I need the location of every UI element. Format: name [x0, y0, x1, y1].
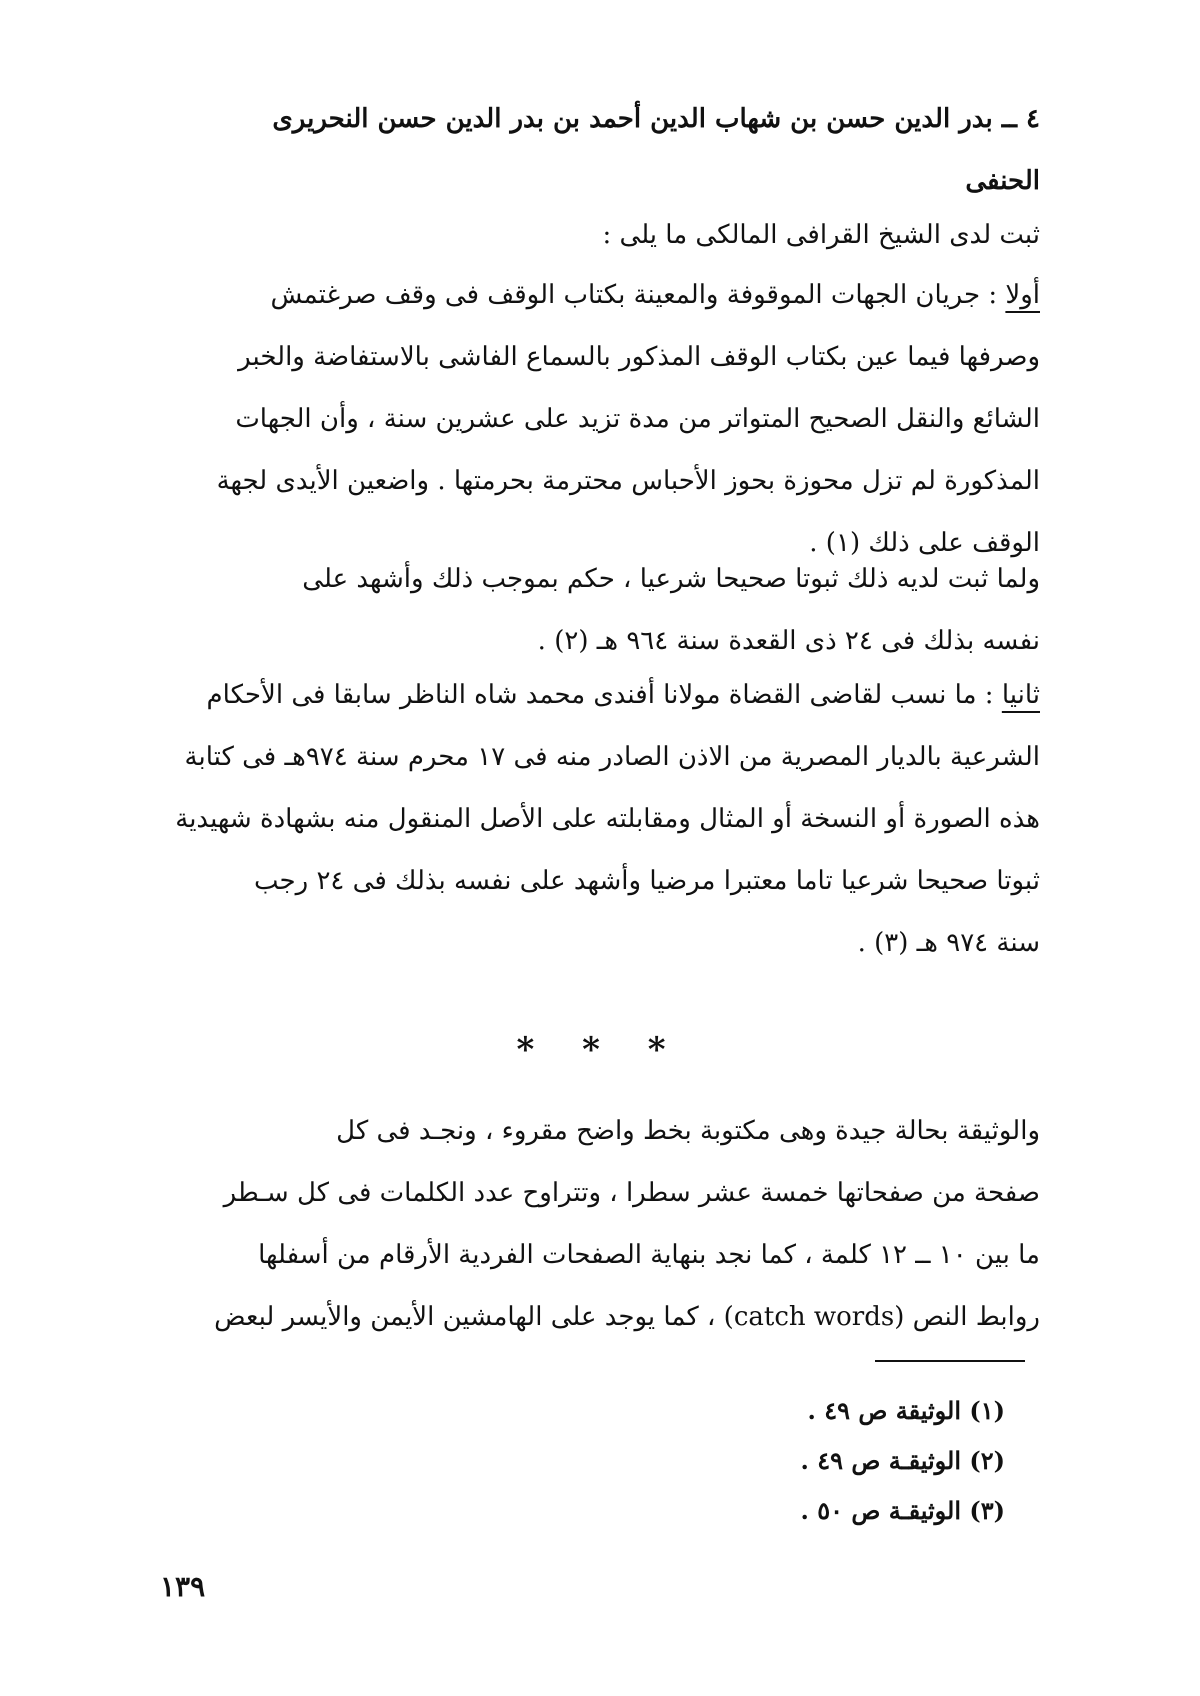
second-label: ثانيا [1001, 680, 1040, 710]
first-line-5: الوقف على ذلك (١) . [809, 528, 1040, 558]
second-line-2: الشرعية بالديار المصرية من الاذن الصادر منه فى ١٧ محرم سنة ٩٧٤هـ فى كتابة [184, 742, 1040, 772]
second-line-5: سنة ٩٧٤ هـ (٣) . [857, 928, 1040, 958]
footnote-1: (١) الوثيقة ص ٤٩ . [807, 1396, 1005, 1425]
description-line-3: ما بين ١٠ ــ ١٢ كلمة ، كما نجد بنهاية الصفحات الفردية الأرقام من أسفلها [258, 1240, 1040, 1270]
first-line-3: الشائع والنقل الصحيح المتواتر من مدة تزيد على عشرين سنة ، وأن الجهات [235, 404, 1040, 434]
first-label: أولا [1005, 280, 1040, 310]
second-item-paragraph [160, 664, 1040, 974]
description-line-1: والوثيقة بحالة جيدة وهى مكتوبة بخط واضح مقروء ، ونجـد فى كل [336, 1116, 1040, 1146]
ruling-paragraph [160, 548, 1040, 672]
first-item-paragraph [160, 264, 1040, 574]
first-line-4: المذكورة لم تزل محوزة بحوز الأحباس محترمة بحرمتها . واضعين الأيدى لجهة [216, 466, 1040, 496]
item-4-heading [160, 88, 1040, 212]
second-line-3: هذه الصورة أو النسخة أو المثال ومقابلته على الأصل المنقول منه بشهادة شهيدية [175, 804, 1040, 834]
first-line-1: أولا : جريان الجهات الموقوفة والمعينة بكتاب الوقف فى وقف صرغتمش [270, 280, 1040, 310]
description-paragraph [160, 1100, 1040, 1348]
item-4-line-1: ٤ ــ بدر الدين حسن بن شهاب الدين أحمد بن بدر الدين حسن النحريرى [272, 104, 1040, 134]
description-line-2: صفحة من صفحاتها خمسة عشر سطرا ، وتتراوح عدد الكلمات فى كل سـطر [223, 1178, 1040, 1208]
first-line-2: وصرفها فيما عين بكتاب الوقف المذكور بالسماع الفاشى بالاستفاضة والخبر [238, 342, 1040, 372]
section-separator: * * * [516, 1030, 684, 1070]
footnote-2: (٢) الوثيقـة ص ٤٩ . [800, 1446, 1005, 1475]
item-4-line-2: الحنفى [965, 166, 1040, 196]
intro-line: ثبت لدى الشيخ القرافى المالكى ما يلى : [602, 220, 1040, 250]
page-number: ١٣٩ [160, 1570, 206, 1603]
footnote-divider [875, 1360, 1025, 1362]
footnote-3: (٣) الوثيقـة ص ٥٠ . [800, 1496, 1005, 1525]
second-line-1: ثانيا : ما نسب لقاضى القضاة مولانا أفندى محمد شاه الناظر سابقا فى الأحكام [206, 680, 1040, 710]
intro-paragraph [160, 204, 1040, 266]
second-line-4: ثبوتا صحيحا شرعيا تاما معتبرا مرضيا وأشهد على نفسه بذلك فى ٢٤ رجب [254, 866, 1040, 896]
ruling-line-1: ولما ثبت لديه ذلك ثبوتا صحيحا شرعيا ، حكم بموجب ذلك وأشهد على [302, 564, 1040, 594]
description-line-4: روابط النص (catch words) ، كما يوجد على الهامشين الأيمن والأيسر لبعض [214, 1302, 1040, 1332]
ruling-line-2: نفسه بذلك فى ٢٤ ذى القعدة سنة ٩٦٤ هـ (٢) . [537, 626, 1040, 656]
